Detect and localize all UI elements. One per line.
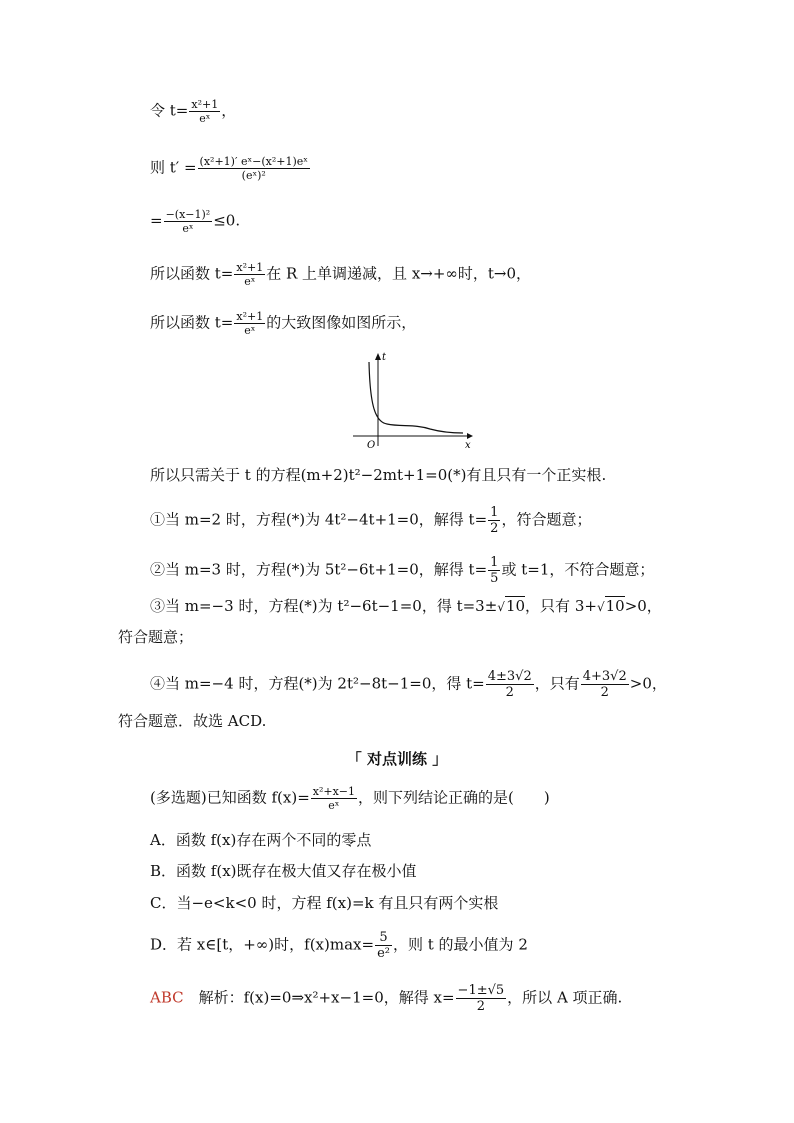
answer-label: ABC	[150, 988, 184, 1007]
line-9	[150, 597, 662, 616]
text: 所以只需关于 t 的方程(m+2)t²−2mt+1=0(*)有且只有一个正实根.	[150, 466, 607, 484]
fraction	[198, 155, 310, 182]
text: ②当 m=3 时，方程(*)为 5t²−6t+1=0，解得 t=	[150, 560, 488, 579]
text: ③当 m=−3 时，方程(*)为 t²−6t−1=0，得 t=3±	[150, 597, 498, 615]
text: ，	[221, 101, 237, 120]
line-5	[150, 310, 416, 337]
text: 令 t=	[150, 101, 189, 120]
x-label: x	[465, 440, 471, 450]
line-4	[150, 261, 531, 288]
line-12	[118, 712, 266, 730]
text: ，只有	[534, 674, 580, 693]
fraction	[234, 310, 265, 337]
question	[150, 785, 550, 812]
text: 则 t′ =	[150, 158, 197, 177]
text: ④当 m=−4 时，方程(*)为 2t²−8t−1=0，得 t=	[150, 674, 485, 693]
denominator: 2	[600, 685, 609, 700]
text: ，只有 3+	[525, 597, 597, 615]
origin-label: O	[367, 440, 376, 450]
text: 符合题意．故选 ACD.	[118, 712, 267, 730]
numerator: −(x−1)²	[165, 208, 211, 221]
denominator: eˣ	[182, 222, 194, 235]
line-2	[150, 155, 311, 182]
solution	[150, 983, 622, 1014]
function-graph	[345, 350, 475, 450]
text: ，则下列结论正确的是( )	[358, 788, 550, 807]
section-title: 「 对点训练 」	[346, 750, 448, 768]
option-a	[150, 831, 371, 849]
text: 的大致图像如图所示，	[266, 313, 417, 332]
text: >0，	[624, 597, 662, 615]
text: C．当−e<k<0 时，方程 f(x)=k 有且只有两个实根	[150, 894, 499, 912]
numerator: x²+x−1	[312, 785, 356, 798]
radicand: 10	[605, 597, 625, 615]
t-label: t	[382, 352, 387, 363]
option-b	[150, 862, 417, 880]
numerator: (x²+1)′ eˣ−(x²+1)eˣ	[199, 155, 308, 168]
numerator: x²+1	[191, 98, 219, 111]
text: A．函数 f(x)存在两个不同的零点	[150, 831, 372, 849]
text: ，所以 A 项正确.	[507, 988, 623, 1007]
numerator: 4+3√2	[582, 669, 627, 684]
fraction	[311, 785, 357, 812]
curve	[369, 362, 463, 433]
text: ①当 m=2 时，方程(*)为 4t²−4t+1=0，解得 t=	[150, 510, 488, 529]
text: B．函数 f(x)既存在极大值又存在极小值	[150, 862, 417, 880]
line-7	[150, 505, 591, 536]
denominator: 5	[490, 571, 499, 586]
x-axis-arrow	[467, 433, 473, 439]
text: =	[150, 211, 163, 230]
denominator: eˣ	[244, 324, 256, 337]
denominator: eˣ	[199, 112, 211, 125]
fraction	[164, 208, 213, 235]
numerator: 1	[490, 505, 499, 520]
text: ，则 t 的最小值为 2	[392, 935, 528, 954]
fraction	[581, 669, 629, 700]
text: 解析：f(x)=0⇒x²+x−1=0，解得 x=	[183, 988, 455, 1007]
line-8	[150, 555, 654, 586]
fraction	[456, 983, 507, 1014]
denominator: 2	[476, 999, 485, 1014]
text: ≤0.	[213, 211, 241, 230]
radical-sign: √	[596, 600, 605, 614]
line-10	[118, 628, 193, 646]
t-axis-arrow	[375, 353, 381, 360]
denominator: e²	[377, 946, 390, 961]
numerator: x²+1	[236, 310, 264, 323]
numerator: x²+1	[236, 261, 264, 274]
fraction	[486, 669, 534, 700]
text: 所以函数 t=	[150, 264, 234, 283]
denominator: 2	[505, 685, 514, 700]
denominator: eˣ	[328, 799, 340, 812]
line-1	[150, 98, 236, 125]
text: 所以函数 t=	[150, 313, 234, 332]
text: 在 R 上单调递减，且 x→+∞时，t→0，	[266, 264, 532, 283]
text: 或 t=1，不符合题意；	[501, 560, 655, 579]
radicand: 10	[505, 597, 526, 615]
text: D．若 x∈[t，+∞)时，f(x)max=	[150, 935, 375, 954]
text: ，符合题意；	[501, 510, 592, 529]
option-c	[150, 894, 498, 912]
text: >0，	[629, 674, 667, 693]
line-3	[150, 208, 240, 235]
fraction	[234, 261, 265, 288]
numerator: 1	[490, 555, 499, 570]
fraction	[488, 555, 500, 586]
text: 符合题意；	[118, 628, 194, 646]
fraction	[375, 930, 392, 961]
option-d	[150, 930, 528, 961]
fraction	[488, 505, 500, 536]
numerator: 5	[375, 930, 392, 946]
radical-sign: √	[497, 600, 505, 614]
numerator: 4±3√2	[487, 669, 532, 684]
denominator: eˣ	[244, 275, 256, 288]
text: (多选题)已知函数 f(x)=	[150, 788, 310, 807]
denominator: 2	[490, 521, 499, 536]
line-11	[150, 669, 667, 700]
line-6	[150, 466, 606, 484]
numerator: −1±√5	[457, 983, 505, 998]
denominator: (eˣ)²	[241, 169, 266, 182]
fraction	[189, 98, 220, 125]
